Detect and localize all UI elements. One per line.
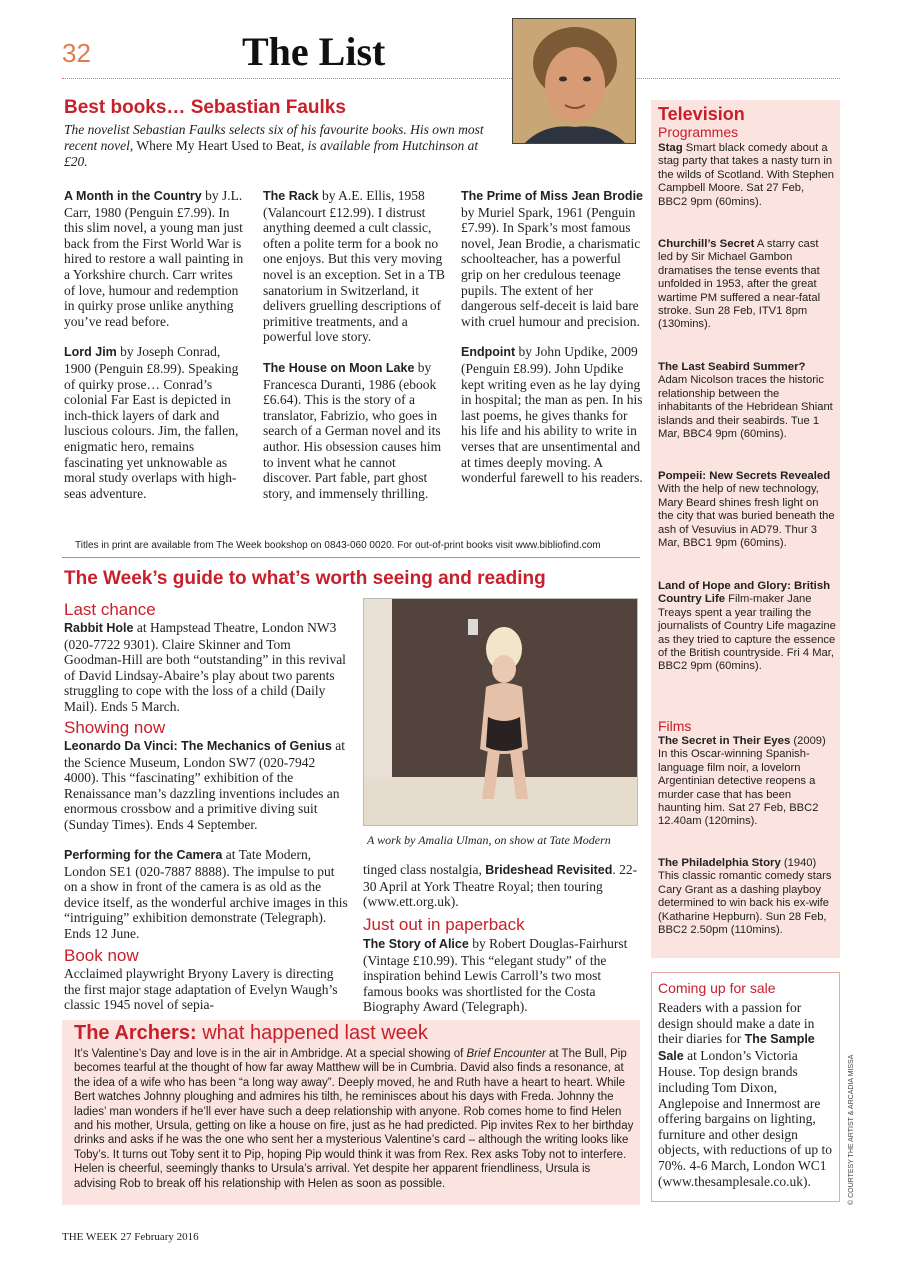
tv-programme: Pompeii: New Secrets Revealed With the help of new technology, Mary Beard shines fresh light on the city that was buried beneath the ash of Vesuvius in AD79. Thur 3 Mar, BBC1 9pm (60mins). bbox=[658, 470, 835, 550]
book-item: The House on Moon Lake by Francesca Duranti, 1986 (ebook £6.64). This is the story of a translator, Fabrizio, who goes in search of a German novel and its author. His obsession causes him to invent what he cannot discover. Part fable, part ghost story, and immensely thrilling. bbox=[263, 359, 442, 501]
page-number: 32 bbox=[62, 38, 91, 68]
books-column-2 bbox=[263, 188, 447, 516]
artwork-caption: A work by Amalia Ulman, on show at Tate Modern bbox=[367, 833, 611, 847]
book-item: Endpoint by John Updike, 2009 (Penguin £8.99). John Updike kept writing even as he lay dying in hospital; the man as pen. In his last poems, he gives thanks for his life and his ability to write in verses that are unsentimental and at times deeply moving. A wonderful farewell to his readers. bbox=[461, 344, 643, 486]
book-now-heading: Book now bbox=[64, 946, 139, 965]
sale-text: Readers with a passion for design should make a date in their diaries for The Sample Sale at London’s Victoria House. Top design brands including Tom Dixon, Anglepoise and Innermost are offering bargains on lighting, furniture and other design objects, with reductions of up to 70%. 4-6 March, London WC1 (www.thesamplesale.co.uk). bbox=[658, 1000, 832, 1189]
last-chance-heading: Last chance bbox=[64, 600, 156, 619]
last-chance-text: Rabbit Hole at Hampstead Theatre, London NW3 (020-7722 9301). Claire Skinner and Tom Goodman-Hill are both “outstanding” in this revival of David Lindsay-Abaire’s play about two parents struggling to cope with the loss of a child (Daily Mail). Ends 5 March. bbox=[64, 620, 346, 714]
books-heading: Best books… Sebastian Faulks bbox=[64, 97, 346, 118]
book-item: The Rack by A.E. Ellis, 1958 (Valancourt £12.99). I distrust anything deemed a cult classic, often a polite term for a book no one enjoys. But this very moving novel is an exception. Set in a TB sanatorium in Switzerland, it delivers gruelling descriptions of primitive treatments, and a powerful love story. bbox=[263, 188, 445, 345]
divider bbox=[62, 78, 840, 79]
television-heading: Television bbox=[658, 104, 745, 124]
sale-heading: Coming up for sale bbox=[658, 980, 776, 996]
paperback-heading: Just out in paperback bbox=[363, 915, 525, 934]
tv-programme: Land of Hope and Glory: British Country Life Film-maker Jane Treays spent a year trailing the journalists of Country Life magazine as they tried to capture the essence of the British countryside. Fri 4 Mar, BBC2 9pm (60mins). bbox=[658, 580, 836, 673]
showing-now-heading: Showing now bbox=[64, 718, 166, 737]
author-portrait bbox=[512, 18, 636, 144]
programmes-subheading: Programmes bbox=[658, 124, 739, 140]
books-column-1 bbox=[64, 188, 244, 516]
film-item: The Philadelphia Story (1940) This classic romantic comedy stars Cary Grant as a dashing playboy determined to win back his ex-wife (Katharine Hepburn). Sun 28 Feb, BBC2 2.50pm (110mins). bbox=[658, 857, 832, 937]
footer: THE WEEK 27 February 2016 bbox=[62, 1231, 199, 1243]
book-now-continued: tinged class nostalgia, Brideshead Revisited. 22-30 April at York Theatre Royal; then touring (www.ett.org.uk). bbox=[363, 862, 638, 910]
tv-programme: The Last Seabird Summer? Adam Nicolson traces the historic relationship between the inhabitants of the Hebridean Shiant islands and their seabirds. Tue 1 Mar, BBC4 9pm (60mins). bbox=[658, 361, 833, 441]
tv-programme: Churchill’s Secret A starry cast led by Sir Michael Gambon dramatises the tense events that unfolded in 1953, after the great wartime PM suffered a near-fatal stroke. Sun 28 Feb, ITV1 8pm (130mins). bbox=[658, 238, 821, 331]
book-item: A Month in the Country by J.L. Carr, 1980 (Penguin £7.99). In this slim novel, a young man just back from the First World War is hired to restore a wall painting in a Yorkshire church. Carr writes of love, humour and redemption in quirky prose unlike anything you’ve read before. bbox=[64, 188, 244, 329]
book-item: Lord Jim by Joseph Conrad, 1900 (Penguin £8.99). Speaking of quirky prose… Conrad’s colonial Far East is depicted in inch-thick layers of dark and luscious colours. Jim, the fallen, enigmatic hero, remains fascinating yet unknowable as moral study overlaps with high-seas adventure. bbox=[64, 344, 239, 501]
film-item: The Secret in Their Eyes (2009) In this Oscar-winning Spanish-language film noir, a lovelorn Argentinian detective reopens a murder case that has been haunting him. Sat 27 Feb, BBC2 12.40am (120mins). bbox=[658, 735, 826, 828]
books-footnote: Titles in print are available from The Week bookshop on 0843-060 0020. For out-of-print books visit www.bibliofind.com bbox=[75, 540, 601, 551]
book-item: The Prime of Miss Jean Brodie by Muriel Spark, 1961 (Penguin £7.99). In Spark’s most famous novel, Jean Brodie, a charismatic schoolteacher, has a powerful grip on her credulous teenage pupils. The extent of her dangerous self-deceit is laid bare with cruel humour and precision. bbox=[461, 189, 643, 329]
showing-now-item: Performing for the Camera at Tate Modern, London SE1 (020-7887 8888). The impulse to put on a show in front of the camera is as old as the device itself, as the wonderful archive images in this “intriguing” exhibition demonstrate (Telegraph). Ends 12 June. bbox=[64, 847, 348, 941]
tv-programme: Stag Smart black comedy about a stag party that takes a nasty turn in the wilds of Scotland. With Stephen Campbell Moore. Sat 27 Feb, BBC2 9pm (60mins). bbox=[658, 142, 834, 208]
books-column-3 bbox=[461, 188, 643, 501]
paperback-text: The Story of Alice by Robert Douglas-Fairhurst (Vintage £10.99). This “elegant study” of the inspiration behind Lewis Carroll’s two most famous books was shortlisted for the Costa Biography Award (Telegraph). bbox=[363, 936, 628, 1015]
guide-heading: The Week’s guide to what’s worth seeing and reading bbox=[64, 568, 546, 589]
photo-credit: © COURTESY THE ARTIST & ARCADIA MISSA bbox=[848, 1054, 855, 1205]
book-now-text: Acclaimed playwright Bryony Lavery is directing the first major stage adaptation of Evelyn Waugh’s classic 1945 novel of sepia- bbox=[64, 966, 338, 1013]
showing-now-item: Leonardo Da Vinci: The Mechanics of Genius at the Science Museum, London SW7 (020-7942 4000). This “fascinating” exhibition of the Renaissance man’s dazzling inventions includes an enormous crossbow and a primitive diving suit (Sunday Times). Ends 4 September. bbox=[64, 738, 346, 832]
artwork-photo bbox=[363, 598, 638, 826]
archers-heading: The Archers: what happened last week bbox=[74, 1022, 428, 1044]
films-subheading: Films bbox=[658, 718, 692, 734]
books-intro: The novelist Sebastian Faulks selects six of his favourite books. His own most recent novel, Where My Heart Used to Beat, is available from Hutchinson at £20. bbox=[64, 122, 484, 169]
divider bbox=[62, 557, 640, 558]
page-title: The List bbox=[242, 29, 386, 74]
archers-text: It’s Valentine’s Day and love is in the air in Ambridge. At a special showing of Brief Encounter at The Bull, Pip becomes tearful at the thought of how far away Matthew will be in Cumbria. David also finds a resonance, at the idea of a wife who has been “a long way away”. Deeply moved, he and Ruth have a heart to heart. While Bert watches Johnny ploughing and admires his tilth, he reminisces about his days with Freda. Johnny the ladies’ man wonders if he’ll ever have such a deep relationship with anyone. Rob comes home to find Helen and his mother, Ursula, getting on like a house on fire, just as he had predicted. Pip invites Rex to her birthday drinks and asks if he was the one who sent her a mysterious Valentine’s card – although the writing looks like Toby’s. It turns out Toby sent it to Pip, hoping Pip would think it was from Rex. Rex asks Toby not to interfere. Helen is cheerful, seemingly thanks to Ursula’s arrival. Yet despite her apparent friendliness, Ursula is advising Rob to break off his relationship with Helen as soon as possible. bbox=[74, 1048, 634, 1190]
